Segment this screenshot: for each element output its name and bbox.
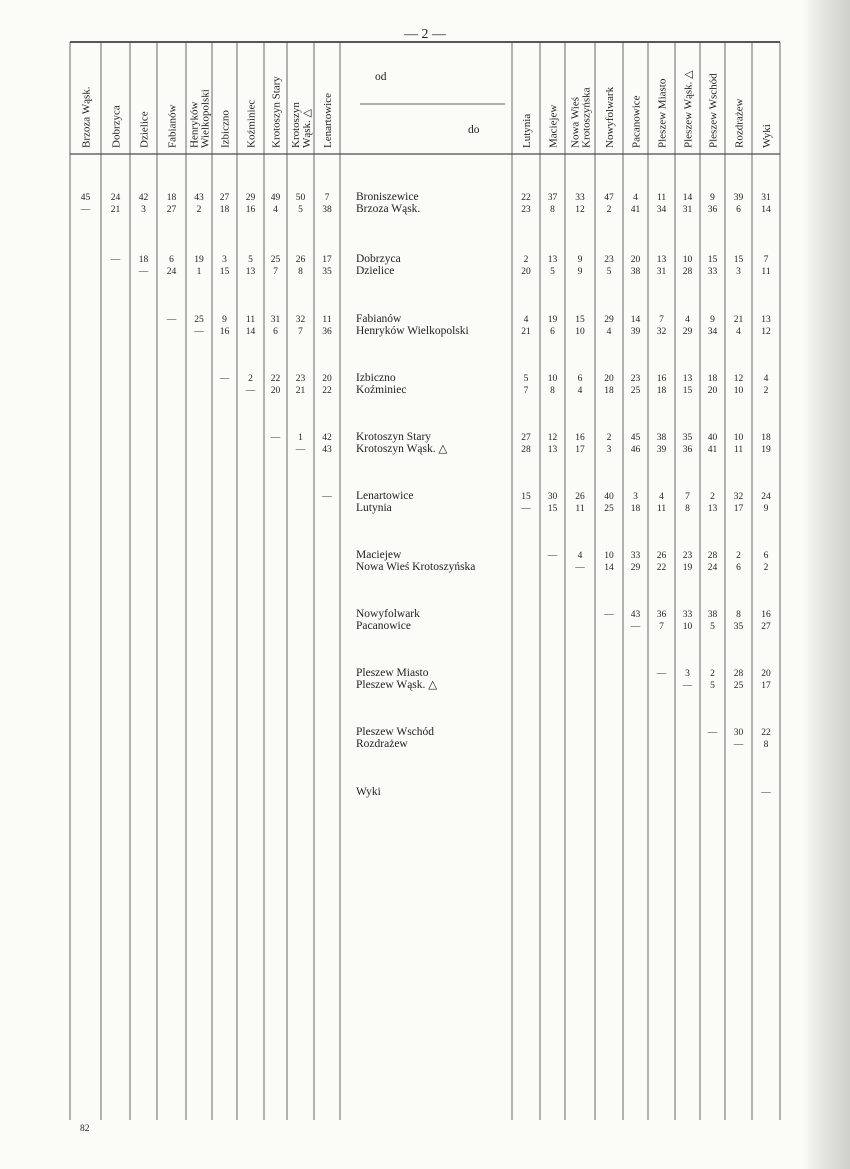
column-header: Pleszew Wąsk. △	[682, 70, 695, 148]
distance-value: 41	[707, 445, 718, 455]
distance-value: 28	[707, 551, 718, 561]
distance-value: 4	[763, 374, 769, 384]
distance-value: 14	[245, 327, 256, 337]
column-header: Wielkopolski	[199, 89, 212, 148]
distance-value: 25	[630, 386, 641, 396]
distance-value: 47	[604, 193, 614, 203]
distance-value: 6	[550, 327, 555, 337]
distance-value: 2	[523, 255, 529, 265]
distance-value: 21	[733, 315, 744, 325]
distance-value: 2	[606, 205, 612, 215]
distance-value: 23	[521, 205, 531, 215]
distance-value: 13	[245, 267, 256, 277]
distance-value: 6	[736, 205, 741, 215]
column-header: Fabianów	[166, 104, 179, 148]
distance-value: 15	[733, 255, 744, 265]
distance-value: —	[682, 681, 693, 691]
distance-value: 29	[630, 563, 641, 573]
distance-value: 45	[630, 433, 641, 443]
station-name: Broniszewice	[356, 191, 419, 203]
column-header: Pleszew Wschód	[707, 73, 720, 148]
distance-value: 2	[710, 492, 715, 502]
distance-value: 11	[656, 504, 667, 514]
distance-value: 8	[685, 504, 690, 514]
distance-value: 5	[710, 681, 715, 691]
distance-value: 29	[682, 327, 693, 337]
distance-value: 16	[219, 327, 230, 337]
distance-value: 18	[761, 433, 771, 443]
distance-value: 13	[656, 255, 667, 265]
distance-value: 3	[685, 669, 690, 679]
distance-value: 5	[550, 267, 555, 277]
distance-value: 43	[194, 193, 204, 203]
distance-value: 13	[682, 374, 693, 384]
distance-value: 15	[707, 255, 718, 265]
column-header: Henryków	[188, 101, 201, 148]
station-name: Izbiczno	[356, 372, 396, 384]
station-name: Maciejew	[356, 549, 402, 561]
distance-value: 24	[110, 193, 121, 203]
distance-value: 32	[656, 327, 667, 337]
distance-value: 24	[707, 563, 718, 573]
distance-value: 40	[604, 492, 614, 502]
distance-value: 1	[298, 433, 303, 443]
distance-value: 9	[222, 315, 227, 325]
distance-value: 21	[110, 205, 121, 215]
station-name: Fabianów	[356, 313, 402, 325]
distance-value: 8	[550, 205, 555, 215]
distance-value: 11	[656, 193, 667, 203]
distance-value: 14	[630, 315, 641, 325]
station-name: Nowa Wieś Krotoszyńska	[356, 561, 476, 573]
column-header: Pleszew Miasto	[656, 78, 669, 148]
distance-value: 26	[295, 255, 306, 265]
distance-value: 18	[630, 504, 641, 514]
distance-value: 20	[322, 374, 332, 384]
distance-value: 19	[547, 315, 558, 325]
distance-value: 7	[659, 315, 664, 325]
distance-value: 33	[707, 267, 718, 277]
distance-value: 43	[630, 610, 641, 620]
distance-value: 29	[604, 315, 614, 325]
distance-value: 19	[682, 563, 693, 573]
distance-value: —	[110, 255, 121, 265]
column-header: Rozdrażew	[733, 98, 746, 148]
page-edge-shadow	[802, 0, 850, 1169]
distance-value: 15	[547, 504, 558, 514]
distance-value: —	[219, 374, 230, 384]
distance-value: 23	[295, 374, 306, 384]
distance-value: 2	[606, 433, 612, 443]
station-name: Koźminiec	[356, 384, 407, 396]
distance-value: —	[80, 205, 91, 215]
distance-value: 4	[273, 205, 278, 215]
column-header: Koźminiec	[245, 99, 258, 148]
distance-value: 10	[575, 327, 585, 337]
distance-value: 14	[761, 205, 771, 215]
distance-value: 17	[575, 445, 585, 455]
distance-value: —	[547, 551, 558, 561]
distance-value: 15	[219, 267, 230, 277]
distance-value: 22	[656, 563, 667, 573]
distance-value: 10	[733, 386, 744, 396]
distance-value: 25	[733, 681, 744, 691]
column-header: Nowa Wieś	[569, 97, 582, 148]
distance-value: 23	[682, 551, 693, 561]
distance-value: 3	[736, 267, 741, 277]
distance-value: 9	[710, 315, 715, 325]
distance-value: —	[707, 728, 718, 738]
distance-value: 21	[295, 386, 306, 396]
distance-value: 6	[577, 374, 583, 384]
distance-value: 4	[685, 315, 690, 325]
distance-value: —	[604, 610, 614, 620]
distance-value: 36	[682, 445, 693, 455]
distance-value: 2	[736, 551, 741, 561]
station-name: Krotoszyn Stary	[356, 431, 432, 443]
distance-value: 28	[521, 445, 531, 455]
distance-value: 3	[222, 255, 227, 265]
distance-value: 33	[575, 193, 585, 203]
distance-value: 17	[761, 681, 771, 691]
distance-value: 20	[707, 386, 718, 396]
distance-value: 11	[245, 315, 256, 325]
station-name: Pacanowice	[356, 620, 411, 632]
distance-value: 19	[194, 255, 204, 265]
distance-value: 18	[138, 255, 149, 265]
column-header: Wąsk. △	[301, 108, 313, 148]
distance-value: 35	[682, 433, 693, 443]
distance-value: 18	[656, 386, 667, 396]
distance-value: 29	[245, 193, 256, 203]
distance-value: —	[138, 267, 149, 277]
distance-value: —	[322, 492, 332, 502]
distance-value: 10	[682, 255, 693, 265]
distance-value: 11	[761, 267, 771, 277]
distance-value: 33	[630, 551, 641, 561]
distance-value: 15	[682, 386, 693, 396]
distance-value: 39	[733, 193, 744, 203]
distance-value: 13	[547, 255, 558, 265]
distance-value: 30	[733, 728, 744, 738]
distance-value: 5	[606, 267, 612, 277]
distance-value: 27	[761, 622, 771, 632]
distance-value: 19	[761, 445, 771, 455]
distance-value: 39	[630, 327, 641, 337]
distance-value: 4	[659, 492, 664, 502]
distance-value: 2	[763, 386, 769, 396]
distance-value: 46	[630, 445, 641, 455]
distance-value: 28	[733, 669, 744, 679]
distance-value: 3	[141, 205, 146, 215]
distance-value: 11	[733, 445, 744, 455]
distance-value: —	[245, 386, 256, 396]
station-name: Lenartowice	[356, 490, 414, 502]
station-name: Nowyfolwark	[356, 608, 420, 620]
column-header: Krotoszyn	[290, 102, 302, 148]
distance-value: 49	[270, 193, 281, 203]
distance-value: 5	[298, 205, 303, 215]
distance-value: 7	[763, 255, 769, 265]
distance-value: 7	[324, 193, 330, 203]
distance-value: 25	[270, 255, 281, 265]
distance-value: 5	[248, 255, 253, 265]
distance-value: 8	[736, 610, 741, 620]
distance-value: —	[521, 504, 531, 514]
distance-value: 10	[604, 551, 614, 561]
column-header: Dzielice	[138, 111, 151, 148]
distance-value: 18	[604, 386, 614, 396]
distance-value: 36	[322, 327, 332, 337]
distance-value: 12	[761, 327, 771, 337]
distance-value: 22	[322, 386, 332, 396]
distance-value: 6	[736, 563, 741, 573]
distance-value: 7	[685, 492, 690, 502]
distance-value: 25	[604, 504, 614, 514]
header-to-label: do	[468, 124, 480, 136]
distance-value: 42	[138, 193, 149, 203]
distance-value: 2	[763, 563, 769, 573]
column-header: Wyki	[761, 124, 773, 148]
distance-value: 43	[322, 445, 332, 455]
distance-value: 7	[523, 386, 529, 396]
distance-value: 18	[707, 374, 718, 384]
distance-value: 11	[575, 504, 585, 514]
distance-value: 33	[682, 610, 693, 620]
distance-value: 23	[630, 374, 641, 384]
station-name: Krotoszyn Wąsk. △	[356, 443, 448, 455]
column-header: Krotoszyn Stary	[270, 76, 283, 148]
distance-value: 6	[763, 551, 769, 561]
distance-value: 9	[763, 504, 769, 514]
station-name: Rozdrażew	[356, 738, 408, 750]
column-header: Krotoszyńska	[580, 87, 593, 148]
distance-value: 7	[659, 622, 664, 632]
station-name: Dobrzyca	[356, 253, 401, 265]
column-header: Pacanowice	[630, 95, 643, 148]
column-header: Izbiczno	[219, 110, 232, 148]
distance-value: 8	[298, 267, 303, 277]
distance-value: 16	[656, 374, 667, 384]
distance-value: 20	[630, 255, 641, 265]
distance-value: 42	[322, 433, 332, 443]
distance-value: 7	[273, 267, 278, 277]
station-name: Dzielice	[356, 265, 395, 277]
distance-value: 31	[656, 267, 667, 277]
distance-value: 31	[270, 315, 281, 325]
distance-value: 17	[322, 255, 332, 265]
distance-value: —	[761, 788, 771, 798]
page-number-top: — 2 —	[404, 27, 446, 42]
distance-value: 10	[733, 433, 744, 443]
distance-value: 13	[707, 504, 718, 514]
distance-value: 16	[245, 205, 256, 215]
station-name: Pleszew Miasto	[356, 667, 429, 679]
distance-value: 32	[733, 492, 744, 502]
distance-value: 4	[606, 327, 612, 337]
distance-value: 45	[80, 193, 91, 203]
distance-value: 36	[656, 610, 667, 620]
station-name: Pleszew Wschód	[356, 726, 435, 738]
distance-value: 10	[547, 374, 558, 384]
distance-value: 8	[550, 386, 555, 396]
page-number-bottom: 82	[80, 1124, 90, 1134]
distance-value: 18	[166, 193, 177, 203]
distance-value: 20	[604, 374, 614, 384]
distance-value: 50	[295, 193, 306, 203]
header-from-label: od	[375, 71, 387, 83]
distance-value: 11	[322, 315, 332, 325]
distance-value: 37	[547, 193, 558, 203]
distance-value: 31	[682, 205, 693, 215]
distance-value: 38	[656, 433, 667, 443]
distance-value: 30	[547, 492, 558, 502]
distance-value: 14	[604, 563, 614, 573]
station-name: Henryków Wielkopolski	[356, 325, 469, 337]
column-header: Nowyfolwark	[604, 86, 616, 148]
distance-value: —	[733, 740, 744, 750]
distance-value: 25	[194, 315, 204, 325]
distance-value: 34	[707, 327, 718, 337]
distance-value: 9	[577, 267, 583, 277]
distance-value: 4	[577, 386, 583, 396]
distance-value: 40	[707, 433, 718, 443]
distance-value: 21	[521, 327, 531, 337]
distance-value: 4	[523, 315, 529, 325]
distance-value: 17	[733, 504, 744, 514]
distance-value: 14	[682, 193, 693, 203]
distance-value: 24	[166, 267, 177, 277]
distance-value: 4	[736, 327, 741, 337]
distance-value: 4	[577, 551, 583, 561]
distance-value: 16	[761, 610, 771, 620]
distance-value: 15	[575, 315, 585, 325]
distance-value: —	[194, 327, 204, 337]
distance-value: —	[630, 622, 641, 632]
distance-value: 13	[761, 315, 771, 325]
distance-value: —	[656, 669, 667, 679]
distance-value: 23	[604, 255, 614, 265]
distance-value: —	[270, 433, 281, 443]
distance-value: 9	[710, 193, 715, 203]
distance-value: 26	[656, 551, 667, 561]
distance-value: 27	[166, 205, 177, 215]
distance-value: 20	[521, 267, 531, 277]
distance-value: 4	[633, 193, 638, 203]
distance-value: 38	[322, 205, 332, 215]
distance-value: 22	[270, 374, 281, 384]
distance-value: 2	[710, 669, 715, 679]
station-name: Brzoza Wąsk.	[356, 203, 421, 215]
distance-value: 6	[169, 255, 174, 265]
distance-value: 2	[196, 205, 202, 215]
distance-value: 5	[710, 622, 715, 632]
distance-value: 26	[575, 492, 585, 502]
distance-value: 12	[733, 374, 744, 384]
distance-value: 22	[521, 193, 531, 203]
distance-value: 15	[521, 492, 531, 502]
column-header: Dobrzyca	[110, 105, 123, 148]
distance-value: 28	[682, 267, 693, 277]
distance-value: 1	[196, 267, 202, 277]
distance-value: 38	[707, 610, 718, 620]
station-name: Lutynia	[356, 502, 392, 514]
distance-value: 16	[575, 433, 585, 443]
distance-value: 34	[656, 205, 667, 215]
distance-value: —	[295, 445, 306, 455]
distance-value: 12	[547, 433, 558, 443]
distance-value: 31	[761, 193, 771, 203]
distance-value: 9	[577, 255, 583, 265]
distance-value: 35	[733, 622, 744, 632]
distance-value: 7	[298, 327, 303, 337]
column-header: Maciejew	[547, 104, 560, 148]
distance-value: 5	[523, 374, 529, 384]
distance-value: 41	[630, 205, 641, 215]
distance-value: 27	[521, 433, 531, 443]
distance-value: 3	[633, 492, 638, 502]
column-header: Brzoza Wąsk.	[80, 86, 93, 148]
distance-value: 8	[763, 740, 769, 750]
column-header: Lenartowice	[322, 93, 334, 148]
distance-value: 35	[322, 267, 332, 277]
distance-value: 6	[273, 327, 278, 337]
station-name: Pleszew Wąsk. △	[356, 679, 438, 691]
distance-value: 32	[295, 315, 306, 325]
distance-value: 20	[761, 669, 771, 679]
distance-value: 27	[219, 193, 230, 203]
distance-value: 2	[248, 374, 253, 384]
distance-value: 3	[606, 445, 612, 455]
distance-value: 13	[547, 445, 558, 455]
distance-value: —	[575, 563, 585, 573]
distance-value: 24	[761, 492, 771, 502]
distance-value: 12	[575, 205, 585, 215]
distance-value: 36	[707, 205, 718, 215]
column-header: Lutynia	[521, 113, 533, 148]
distance-value: —	[166, 315, 177, 325]
distance-value: 39	[656, 445, 667, 455]
station-name: Wyki	[356, 786, 381, 798]
distance-value: 38	[630, 267, 641, 277]
distance-value: 18	[219, 205, 230, 215]
distance-value: 22	[761, 728, 771, 738]
distance-value: 20	[270, 386, 281, 396]
distance-value: 10	[682, 622, 693, 632]
